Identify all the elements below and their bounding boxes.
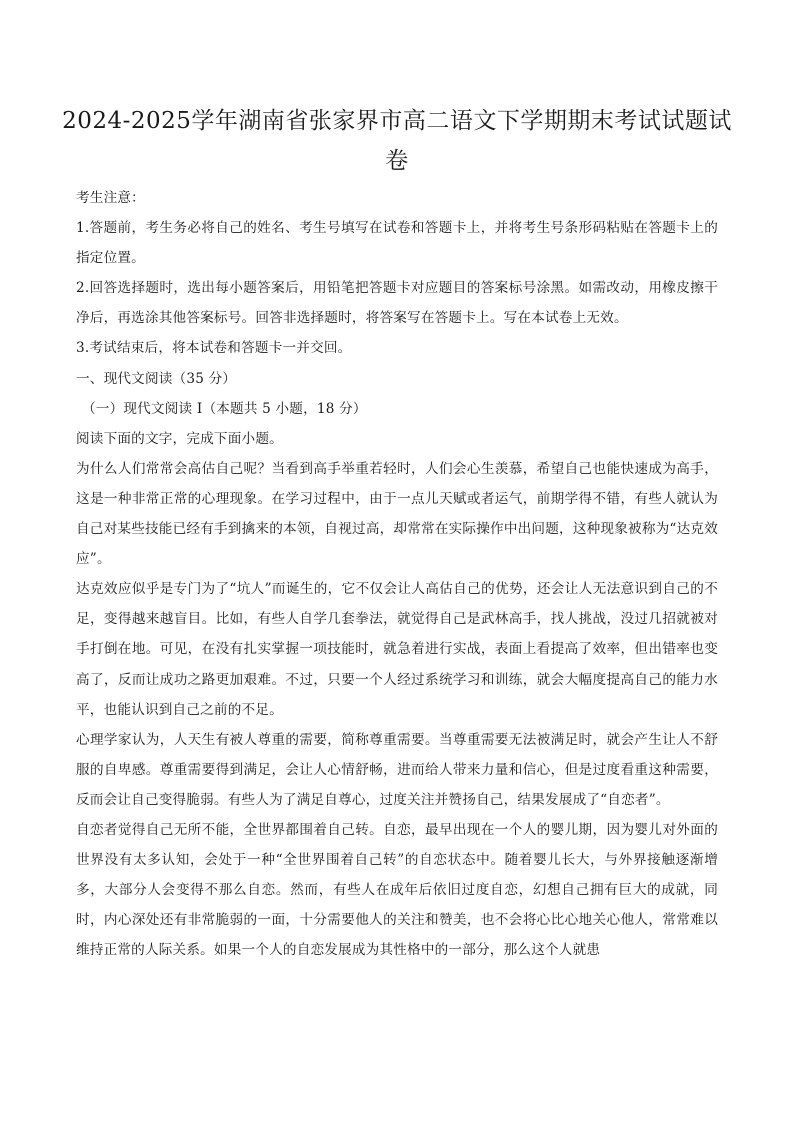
notice-item-2: 2.回答选择题时，选出每小题答案后，用铅笔把答题卡对应题目的答案标号涂黑。如需改动，用橡皮擦干净后，再选涂其他答案标号。回答非选择题时，将答案写在答题卡上。写在本试卷上无效。: [76, 280, 718, 327]
notice-heading: 考生注意：: [76, 190, 145, 206]
reading-instruction: 阅读下面的文字，完成下面小题。: [76, 430, 283, 447]
passage-paragraph-2: 达克效应似乎是专门为了“坑人”而诞生的，它不仅会让人高估自己的优势，还会让人无法意识到自己的不足，变得越来越盲目。比如，有些人自学几套拳法，就觉得自己是武林高手，找人挑战，没过几招就被对手打倒在地。可见，在没有扎实掌握一项技能时，就急着进行实战，表面上看提高了效率，但出错率也变高了，反而让成功之路更加艰难。不过，只要一个人经过系统学习和训练，就会大幅度提高自己的能力水平，也能认识到自己之前的不足。: [76, 581, 718, 718]
page-title: 2024-2025学年湖南省张家界市高二语文下学期期末考试试题试卷: [62, 108, 732, 174]
section-title: 一、现代文阅读（35 分）: [76, 370, 237, 387]
passage-paragraph-1: 为什么人们常常会高估自己呢？当看到高手举重若轻时，人们会心生羡慕，希望自己也能快速成为高手，这是一种非常正常的心理现象。在学习过程中，由于一点儿天赋或者运气，前期学得不错，有些人就认为自己对某些技能已经有手到擒来的本领，自视过高，却常常在实际操作中出问题，这种现象被称为“达克效应”。: [76, 460, 718, 568]
subsection-title: （一）现代文阅读 I（本题共 5 小题，18 分）: [82, 400, 367, 417]
passage-paragraph-4: 自恋者觉得自己无所不能，全世界都围着自己转。自恋，最早出现在一个人的婴儿期，因为婴儿对外面的世界没有太多认知，会处于一种“全世界围着自己转”的自恋状态中。随着婴儿长大，与外界接触逐渐增多，大部分人会变得不那么自恋。然而，有些人在成年后依旧过度自恋，幻想自己拥有巨大的成就，同时，内心深处还有非常脆弱的一面，十分需要他人的关注和赞美，也不会将心比心地关心他人，常常难以维持正常的人际关系。如果一个人的自恋发展成为其性格中的一部分，那么这个人就患: [76, 821, 718, 959]
exam-content: [76, 183, 718, 965]
notice-item-1: 1.答题前，考生务必将自己的姓名、考生号填写在试卷和答题卡上，并将考生号条形码粘贴在答题卡上的指定位置。: [76, 220, 718, 267]
passage-paragraph-3: 心理学家认为，人天生有被人尊重的需要，简称尊重需要。当尊重需要无法被满足时，就会产生让人不舒服的自卑感。尊重需要得到满足，会让人心情舒畅，进而给人带来力量和信心，但是过度看重这种需要，反而会让自己变得脆弱。有些人为了满足自尊心，过度关注并赞扬自己，结果发展成了“自恋者”。: [76, 731, 718, 808]
notice-item-3: 3.考试结束后，将本试卷和答题卡一并交回。: [76, 340, 352, 357]
